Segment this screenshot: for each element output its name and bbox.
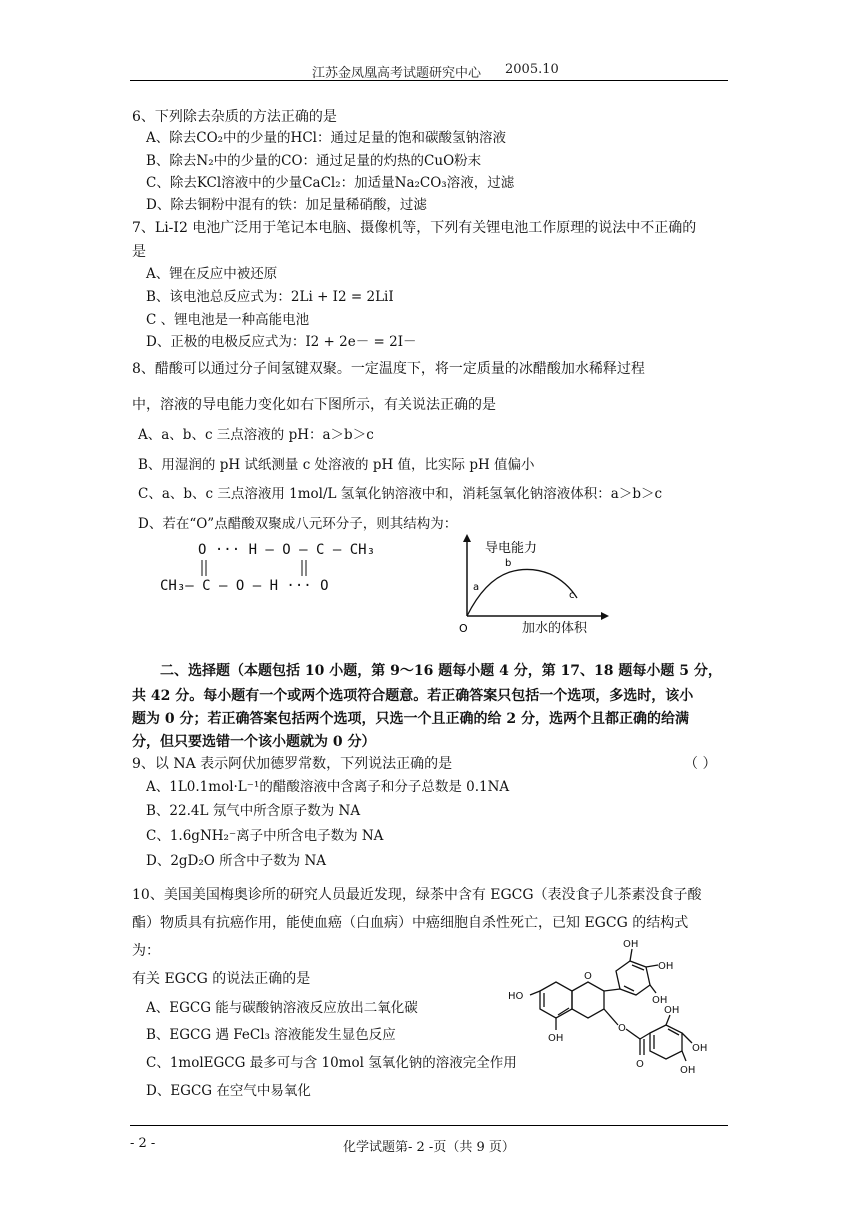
- q10-option-a: A、EGCG 能与碳酸钠溶液反应放出二氧化碳: [146, 1000, 418, 1016]
- structure-row-2: CH₃— C — O — H ··· O: [160, 578, 329, 594]
- q6-option-d: D、除去铜粉中混有的铁：加足量稀硝酸，过滤: [146, 197, 427, 213]
- egcg-structure: [500, 935, 730, 1085]
- section2-line1: 二、选择题（本题包括 10 小题，第 9～16 题每小题 4 分，第 17、18 题每小题 5 分，: [160, 663, 722, 679]
- graph-point-c-label: c: [569, 590, 575, 601]
- q9-stem: 9、以 NA 表示阿伏加德罗常数，下列说法正确的是: [132, 756, 453, 772]
- q7-stem-line1: 7、Li-I2 电池广泛用于笔记本电脑、摄像机等，下列有关锂电池工作原理的说法中不正确的: [132, 220, 697, 236]
- q6-option-b: B、除去N₂中的少量的CO：通过足量的灼热的CuO粉末: [146, 153, 482, 169]
- egcg-oh-2: OH: [658, 961, 674, 972]
- egcg-ring-d: [650, 1025, 682, 1059]
- egcg-oh-3: OH: [652, 995, 668, 1006]
- egcg-oh-6: OH: [692, 1043, 708, 1054]
- egcg-ring-a: [540, 982, 572, 1018]
- footer-page-number: - 2 -: [130, 1136, 156, 1151]
- q9-option-d: D、2gD₂O 所含中子数为 NA: [146, 853, 327, 869]
- footer-rule: [130, 1125, 728, 1126]
- graph-ylabel: 导电能力: [485, 541, 538, 556]
- q9-answer-paren: （ ）: [684, 756, 717, 772]
- q7-option-a: A、锂在反应中被还原: [146, 266, 278, 282]
- graph-origin-label: O: [459, 622, 468, 635]
- q10-option-c: C、1molEGCG 最多可与含 10mol 氢氧化钠的溶液完全作用: [146, 1055, 517, 1071]
- egcg-ho: HO: [508, 991, 524, 1002]
- q9-option-b: B、22.4L 氖气中所含原子数为 NA: [146, 803, 361, 819]
- q8-stem-line2: 中，溶液的导电能力变化如右下图所示，有关说法正确的是: [132, 397, 496, 413]
- acetic-acid-dimer-structure: [160, 538, 380, 598]
- graph-point-a-label: a: [473, 582, 480, 593]
- q7-option-c: C 、锂电池是一种高能电池: [146, 312, 310, 328]
- footer-page-info: 化学试题第- 2 -页（共 9 页）: [343, 1140, 515, 1155]
- q10-option-d: D、EGCG 在空气中易氧化: [146, 1083, 311, 1099]
- q7-option-d: D、正极的电极反应式为：I2 + 2e－ = 2I－: [146, 334, 417, 350]
- egcg-oh-5: OH: [664, 1005, 680, 1016]
- q10-stem-line3: 为：: [132, 943, 160, 959]
- q6-option-a: A、除去CO₂中的少量的HCl：通过足量的饱和碳酸氢钠溶液: [146, 130, 506, 146]
- q9-option-c: C、1.6gNH₂⁻离子中所含电子数为 NA: [146, 828, 384, 844]
- q8-option-b: B、用湿润的 pH 试纸测量 c 处溶液的 pH 值，比实际 pH 值偏小: [138, 457, 535, 473]
- q7-option-b: B、该电池总反应式为：2Li + I2 = 2LiI: [146, 289, 394, 305]
- egcg-oh-7: OH: [680, 1065, 696, 1076]
- graph-xlabel: 加水的体积: [522, 621, 588, 636]
- egcg-ring-o: O: [584, 971, 592, 982]
- structure-row-1: O ··· H — O — C — CH₃: [198, 542, 376, 558]
- header-rule: [130, 80, 728, 81]
- graph-point-b-label: b: [505, 558, 512, 569]
- q7-stem-line2: 是: [132, 244, 146, 260]
- graph-x-arrow: [601, 612, 609, 620]
- egcg-oh-4: OH: [548, 1033, 564, 1044]
- header-date: 2005.10: [505, 62, 559, 77]
- graph-curve: [467, 569, 577, 616]
- header-title: 江苏金凤凰高考试题研究中心: [312, 66, 482, 81]
- q9-option-a: A、1L0.1mol·L⁻¹的醋酸溶液中含离子和分子总数是 0.1NA: [146, 779, 510, 795]
- section2-line4: 分，但只要选错一个该小题就为 0 分）: [132, 734, 376, 750]
- egcg-carbonyl-o: O: [636, 1059, 644, 1070]
- section2-line3: 题为 0 分；若正确答案包括两个选项，只选一个且正确的给 2 分，选两个且都正确的给满: [132, 711, 689, 727]
- section2-line2: 共 42 分。每小题有一个或两个选项符合题意。若正确答案只包括一个选项，多选时，该小: [132, 688, 694, 704]
- q8-option-a: A、a、b、c 三点溶液的 pH：a＞b＞c: [138, 427, 374, 443]
- q10-stem-line4: 有关 EGCG 的说法正确的是: [132, 971, 311, 987]
- q6-stem: 6、下列除去杂质的方法正确的是: [132, 109, 337, 125]
- q8-stem-line1: 8、醋酸可以通过分子间氢键双聚。一定温度下，将一定质量的冰醋酸加水稀释过程: [132, 361, 645, 377]
- graph-y-arrow: [463, 534, 471, 542]
- q6-option-c: C、除去KCl溶液中的少量CaCl₂：加适量Na₂CO₃溶液，过滤: [146, 175, 515, 191]
- q10-option-b: B、EGCG 遇 FeCl₃ 溶液能发生显色反应: [146, 1027, 396, 1043]
- egcg-ring-c: [572, 982, 604, 1018]
- q8-option-d: D、若在“O”点醋酸双聚成八元环分子，则其结构为：: [138, 516, 458, 532]
- q10-stem-line2: 酯）物质具有抗癌作用，能使血癌（白血病）中癌细胞自杀性死亡，已知 EGCG 的结构式: [132, 915, 689, 931]
- q10-stem-line1: 10、美国美国梅奥诊所的研究人员最近发现，绿茶中含有 EGCG（表没食子儿茶素没食子酸: [132, 887, 702, 903]
- q8-option-c: C、a、b、c 三点溶液用 1mol/L 氢氧化钠溶液中和，消耗氢氧化钠溶液体积：a＞b＞c: [138, 486, 663, 502]
- egcg-oh-1: OH: [623, 939, 639, 950]
- egcg-ester-o: O: [618, 1023, 626, 1034]
